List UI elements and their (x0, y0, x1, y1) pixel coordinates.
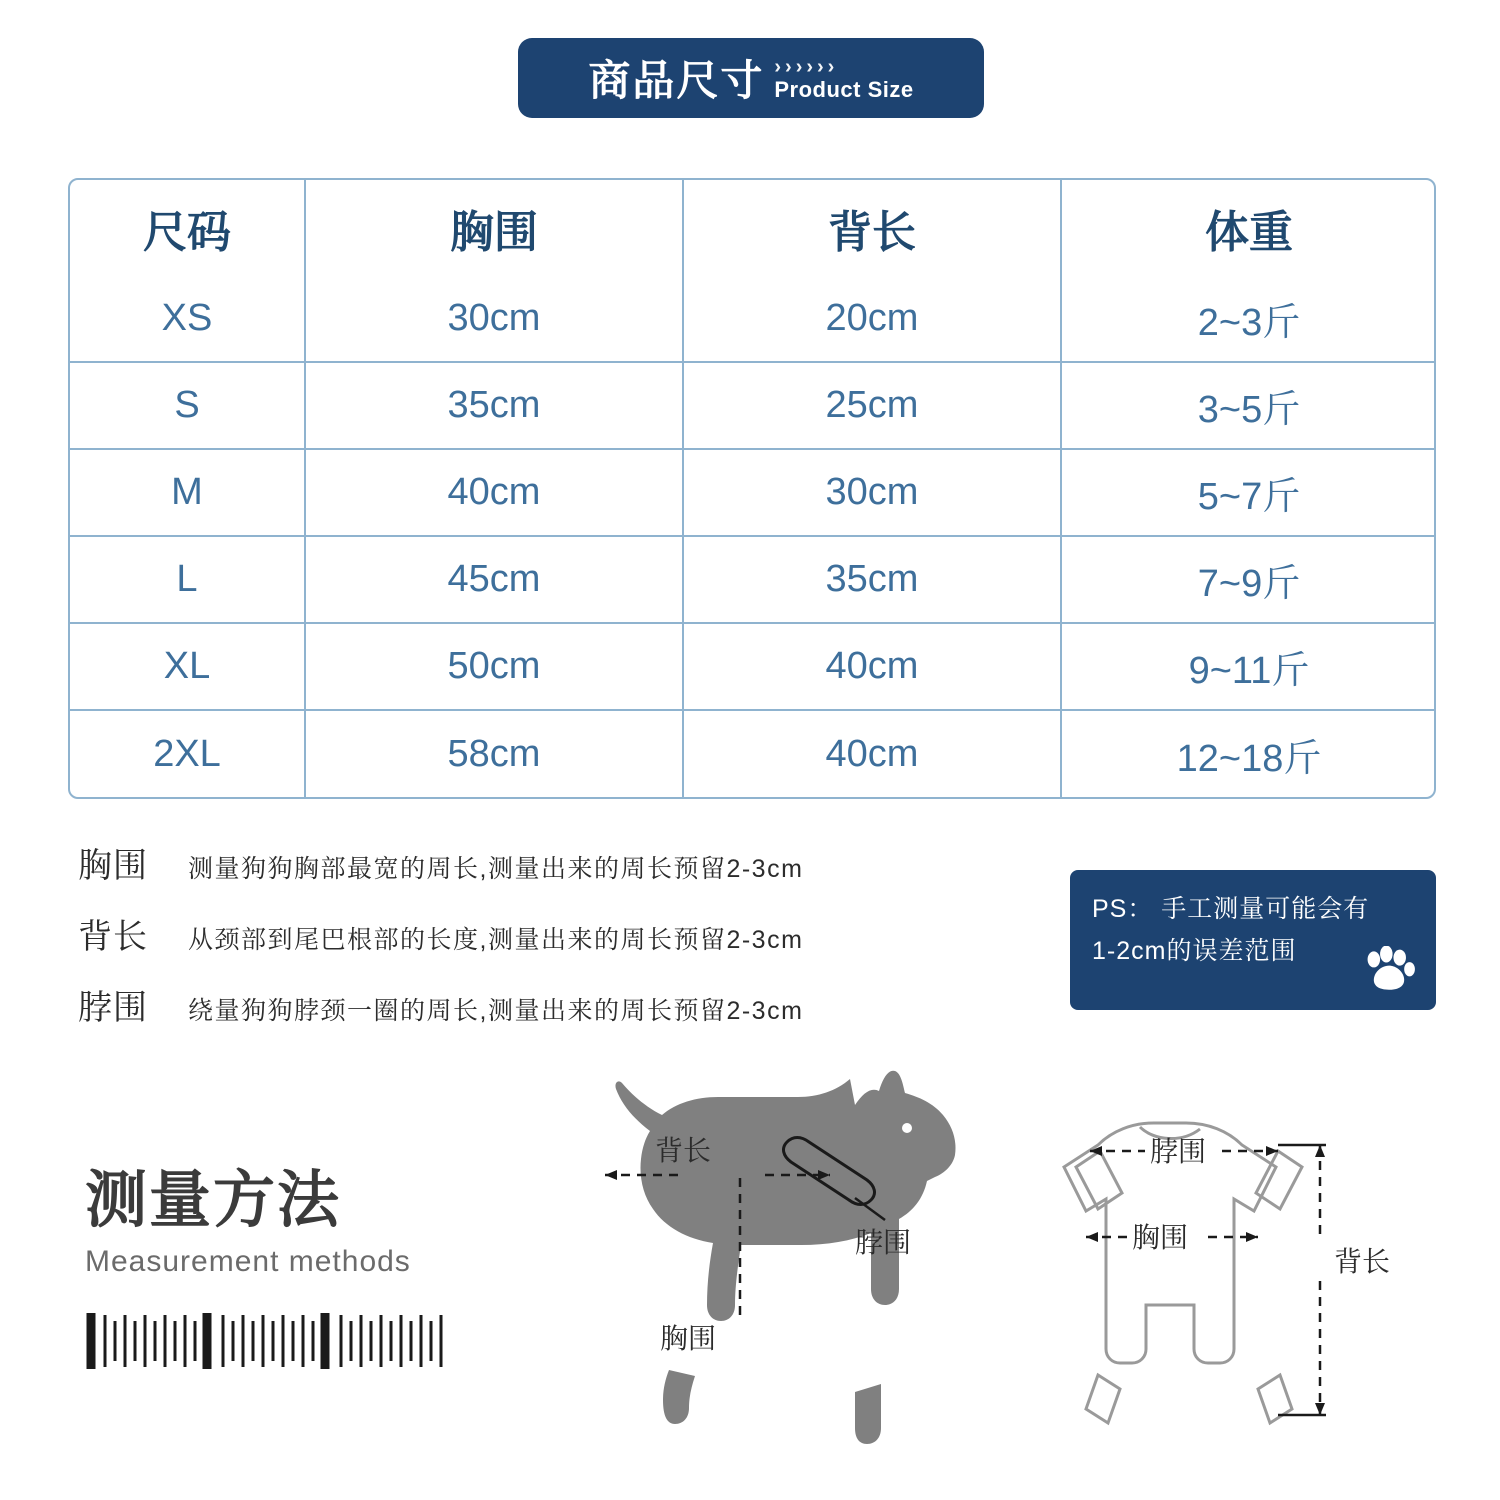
banner-title-group (774, 57, 913, 103)
table-row (70, 362, 1436, 449)
size-table-container (68, 178, 1436, 799)
chevrons-icon: ›››››› (774, 56, 839, 78)
cell-back: 40cm (683, 623, 1061, 710)
shirt-label-back: 背长 (1334, 1246, 1391, 1277)
cell-back: 35cm (683, 536, 1061, 623)
table-header-row (70, 180, 1436, 275)
cell-chest: 58cm (305, 710, 683, 797)
cell-chest: 35cm (305, 362, 683, 449)
ps-note-line2: 1-2cm的误差范围 (1092, 937, 1297, 965)
shirt-outline (1064, 1123, 1302, 1423)
cell-back: 20cm (683, 275, 1061, 362)
legend-item-neck (78, 980, 1058, 1029)
shirt-label-neck: 脖围 (1150, 1136, 1207, 1167)
ps-note-line1: PS： 手工测量可能会有 (1092, 895, 1370, 923)
table-row (70, 623, 1436, 710)
ps-note-box (1070, 870, 1436, 1010)
header-chest: 胸围 (305, 180, 683, 275)
dog-label-chest: 胸围 (660, 1323, 717, 1354)
dog-label-back: 背长 (655, 1135, 712, 1166)
table-row (70, 449, 1436, 536)
cell-weight: 3~5斤 (1061, 362, 1436, 449)
cell-chest: 50cm (305, 623, 683, 710)
measurement-title-en: Measurement methods (85, 1245, 411, 1278)
legend-item-chest (78, 838, 1058, 887)
ruler-icon (85, 1307, 475, 1377)
legend-value: 测量狗狗胸部最宽的周长,测量出来的周长预留2-3cm (188, 855, 804, 883)
header-weight: 体重 (1205, 207, 1293, 257)
measurement-methods-block (85, 1165, 505, 1382)
cell-back: 40cm (683, 710, 1061, 797)
shirt-measurement-diagram (990, 1085, 1410, 1485)
legend-value: 从颈部到尾巴根部的长度,测量出来的周长预留2-3cm (188, 926, 804, 954)
cell-weight: 12~18斤 (1176, 737, 1322, 780)
banner-title-cn: 商品尺寸 (588, 57, 765, 104)
cell-size: XL (70, 623, 305, 710)
cell-size: S (70, 362, 305, 449)
shirt-dimension-lines (1086, 1145, 1326, 1415)
measurement-title-cn: 测量方法 (85, 1166, 342, 1235)
cell-weight: 7~9斤 (1061, 536, 1436, 623)
cell-back: 30cm (683, 449, 1061, 536)
header-back: 背长 (683, 180, 1061, 275)
table-row (70, 536, 1436, 623)
cell-back: 25cm (683, 362, 1061, 449)
cell-chest: 45cm (305, 536, 683, 623)
legend-key: 脖围 (78, 989, 148, 1027)
cell-size: M (70, 449, 305, 536)
header-size: 尺码 (70, 180, 305, 275)
table-row (70, 275, 1436, 362)
cell-size: L (70, 536, 305, 623)
size-table (70, 180, 1436, 797)
cell-size: 2XL (70, 710, 305, 797)
legend-key: 胸围 (78, 847, 148, 885)
banner-title-en: Product Size (774, 77, 914, 102)
paw-icon (1362, 946, 1416, 996)
legend-value: 绕量狗狗脖颈一圈的周长,测量出来的周长预留2-3cm (188, 997, 804, 1025)
cell-weight: 5~7斤 (1061, 449, 1436, 536)
legend-key: 背长 (78, 918, 148, 956)
table-row (70, 710, 1436, 797)
dog-measurement-diagram (555, 1070, 985, 1500)
shirt-label-chest: 胸围 (1132, 1222, 1189, 1253)
dog-label-neck: 脖围 (855, 1227, 912, 1258)
cell-size: XS (70, 275, 305, 362)
cell-weight: 2~3斤 (1061, 275, 1436, 362)
measurement-legend (78, 838, 1058, 1051)
cell-chest: 40cm (305, 449, 683, 536)
cell-chest: 30cm (305, 275, 683, 362)
legend-item-back (78, 909, 1058, 958)
product-size-banner (518, 38, 984, 118)
cell-weight: 9~11斤 (1061, 623, 1436, 710)
